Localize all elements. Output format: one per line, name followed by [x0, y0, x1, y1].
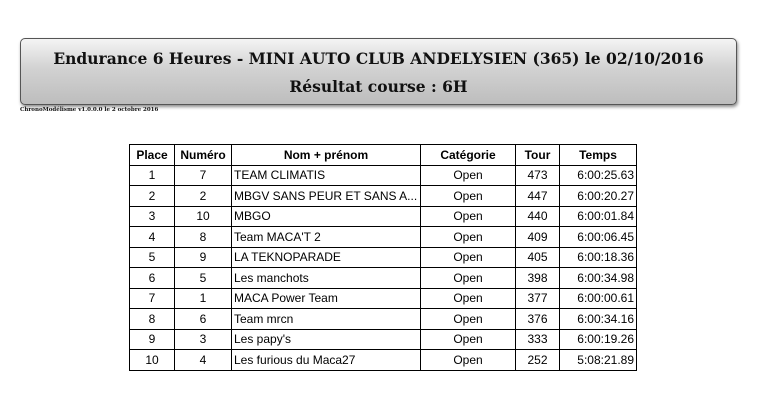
cell-categorie: Open: [421, 186, 516, 207]
cell-place: 1: [130, 165, 175, 186]
cell-place: 8: [130, 309, 175, 330]
cell-tour: 409: [516, 227, 560, 248]
cell-nom: MACA Power Team: [232, 288, 421, 309]
cell-numero: 5: [175, 268, 232, 289]
cell-categorie: Open: [421, 329, 516, 350]
cell-numero: 6: [175, 309, 232, 330]
cell-tour: 398: [516, 268, 560, 289]
cell-numero: 4: [175, 350, 232, 371]
cell-place: 10: [130, 350, 175, 371]
report-title: Endurance 6 Heures - MINI AUTO CLUB ANDELYSIEN (365) le 02/10/2016: [53, 49, 704, 68]
column-header-categorie: Catégorie: [421, 145, 516, 166]
cell-nom: Les manchots: [232, 268, 421, 289]
table-row: [130, 247, 637, 268]
table-row: [130, 227, 637, 248]
cell-numero: 7: [175, 165, 232, 186]
cell-place: 4: [130, 227, 175, 248]
cell-nom: MBGV SANS PEUR ET SANS A...: [232, 186, 421, 207]
cell-temps: 6:00:01.84: [560, 206, 637, 227]
report-subtitle: Résultat course : 6H: [289, 77, 468, 96]
cell-temps: 5:08:21.89: [560, 350, 637, 371]
cell-numero: 1: [175, 288, 232, 309]
cell-temps: 6:00:06.45: [560, 227, 637, 248]
cell-tour: 333: [516, 329, 560, 350]
column-header-place: Place: [130, 145, 175, 166]
cell-temps: 6:00:18.36: [560, 247, 637, 268]
table-row: [130, 350, 637, 371]
cell-categorie: Open: [421, 268, 516, 289]
cell-tour: 376: [516, 309, 560, 330]
column-header-tour: Tour: [516, 145, 560, 166]
table-row: [130, 206, 637, 227]
cell-nom: Les papy's: [232, 329, 421, 350]
cell-nom: Les furious du Maca27: [232, 350, 421, 371]
cell-categorie: Open: [421, 309, 516, 330]
cell-categorie: Open: [421, 247, 516, 268]
table-row: [130, 329, 637, 350]
cell-numero: 8: [175, 227, 232, 248]
cell-temps: 6:00:00.61: [560, 288, 637, 309]
cell-nom: TEAM CLIMATIS: [232, 165, 421, 186]
cell-tour: 447: [516, 186, 560, 207]
cell-categorie: Open: [421, 206, 516, 227]
cell-categorie: Open: [421, 165, 516, 186]
table-row: [130, 288, 637, 309]
cell-tour: 377: [516, 288, 560, 309]
cell-nom: Team MACA'T 2: [232, 227, 421, 248]
cell-numero: 2: [175, 186, 232, 207]
cell-place: 3: [130, 206, 175, 227]
cell-tour: 252: [516, 350, 560, 371]
cell-temps: 6:00:34.98: [560, 268, 637, 289]
cell-nom: Team mrcn: [232, 309, 421, 330]
cell-numero: 3: [175, 329, 232, 350]
cell-temps: 6:00:25.63: [560, 165, 637, 186]
results-table: [129, 144, 637, 371]
cell-place: 9: [130, 329, 175, 350]
cell-numero: 10: [175, 206, 232, 227]
cell-numero: 9: [175, 247, 232, 268]
cell-tour: 473: [516, 165, 560, 186]
cell-categorie: Open: [421, 288, 516, 309]
table-header-row: [130, 145, 637, 166]
cell-temps: 6:00:34.16: [560, 309, 637, 330]
cell-temps: 6:00:20.27: [560, 186, 637, 207]
column-header-nom: Nom + prénom: [232, 145, 421, 166]
cell-place: 5: [130, 247, 175, 268]
column-header-numero: Numéro: [175, 145, 232, 166]
cell-categorie: Open: [421, 350, 516, 371]
cell-categorie: Open: [421, 227, 516, 248]
table-row: [130, 165, 637, 186]
cell-place: 7: [130, 288, 175, 309]
software-version-note: ChronoModélisme v1.0.0.0 le 2 octobre 2016: [20, 107, 159, 113]
cell-nom: MBGO: [232, 206, 421, 227]
results-table-body: [130, 165, 637, 370]
table-row: [130, 268, 637, 289]
cell-nom: LA TEKNOPARADE: [232, 247, 421, 268]
cell-place: 6: [130, 268, 175, 289]
cell-tour: 405: [516, 247, 560, 268]
cell-temps: 6:00:19.26: [560, 329, 637, 350]
report-header: [20, 38, 737, 105]
column-header-temps: Temps: [560, 145, 637, 166]
cell-tour: 440: [516, 206, 560, 227]
cell-place: 2: [130, 186, 175, 207]
table-row: [130, 309, 637, 330]
table-row: [130, 186, 637, 207]
